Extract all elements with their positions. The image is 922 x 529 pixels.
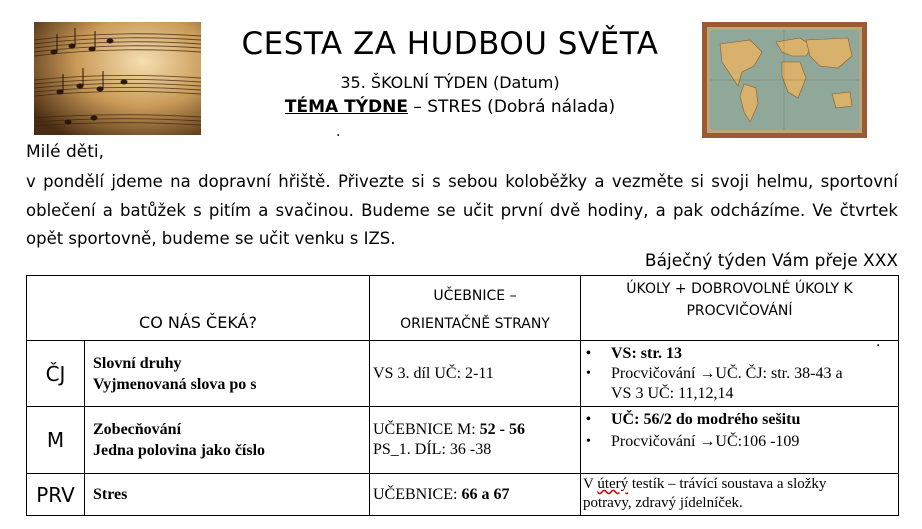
task-line: potravy, zdravý jídelníček.	[583, 495, 743, 511]
page-title: CESTA ZA HUDBOU SVĚTA	[241, 26, 659, 62]
header-what-label: CO NÁS ČEKÁ?	[139, 313, 257, 332]
topic-line: Jedna polovina jako číslo	[93, 442, 266, 459]
task-text: V	[583, 476, 598, 492]
topic-line: Vyjmenovaná slova po s	[93, 375, 257, 393]
week-subtitle: 35. ŠKOLNÍ TÝDEN (Datum)	[340, 73, 560, 92]
header-books-line2: ORIENTAČNĚ STRANY	[400, 316, 550, 332]
topic-line: Slovní druhy	[93, 354, 182, 372]
header-books-line1: UČEBNICE –	[433, 288, 517, 304]
task-item	[611, 364, 898, 404]
book-cell: VS 3. díl UČ: 2-11	[370, 341, 581, 407]
week-theme	[210, 97, 690, 117]
tasks-cell	[581, 341, 899, 407]
book-text: UČEBNICE:	[373, 485, 462, 503]
topic-cell	[85, 407, 370, 474]
task-line	[583, 475, 898, 494]
header-books	[370, 276, 581, 341]
topic-cell	[85, 341, 370, 407]
header-tasks-line1: ÚKOLY + DOBROVOLNÉ ÚKOLY K	[626, 281, 853, 297]
task-item: • UČ: 56/2 do modrého sešitu	[611, 409, 898, 431]
task-line: VS 3 UČ: 11,12,14	[611, 384, 734, 402]
subject-cell: PRV	[27, 474, 85, 516]
tasks-cell	[581, 407, 899, 474]
topic-cell: Stres	[85, 474, 370, 516]
book-cell	[370, 474, 581, 516]
table-row	[27, 341, 899, 407]
table-row	[27, 407, 899, 474]
header-what	[27, 276, 370, 341]
book-text: UČEBNICE M:	[373, 421, 480, 438]
task-item: • Procvičování →UČ:106 -109	[611, 431, 898, 453]
table-row	[27, 474, 899, 516]
task-item: • VS: str. 13	[611, 344, 898, 364]
header-tasks	[581, 276, 899, 341]
task-text: testík – trávící soustava a složky	[628, 476, 827, 492]
world-map-image	[702, 22, 867, 138]
subject-cell: ČJ	[27, 341, 85, 407]
theme-label: TÉMA TÝDNE	[284, 97, 408, 117]
theme-value: – STRES (Dobrá nálada)	[407, 97, 616, 117]
table-header-row	[27, 276, 899, 341]
book-pages: 52 - 56	[479, 421, 525, 438]
stray-dot: .	[336, 124, 341, 140]
weekly-plan-table	[26, 275, 899, 516]
book-pages: 66 a 67	[461, 485, 510, 503]
book-cell	[370, 407, 581, 474]
spellcheck-word: úterý	[597, 476, 629, 492]
header-tasks-line2: PROCVIČOVÁNÍ	[686, 303, 793, 319]
stray-dot: .	[876, 334, 881, 350]
letter-body: v pondělí jdeme na dopravní hřiště. Přivezte si s sebou koloběžky a vezměte si svoji helmu, sportovní oblečení a batůžek s pitím a svačinou. Budeme se učit první dvě hodiny, a pak odcházíme. Ve čtvrtek opět sportovně, budeme se učit venku s IZS.	[26, 172, 898, 248]
task-line: • Procvičování →UČ. ČJ: str. 38-43 a	[611, 364, 843, 382]
tasks-cell	[581, 474, 899, 516]
letter-greeting: Milé děti,	[26, 142, 105, 162]
letter-signature: Báječný týden Vám přeje XXX	[644, 251, 898, 271]
topic-line: Zobecňování	[93, 421, 182, 438]
sheet-music-image	[34, 22, 201, 135]
book-line: PS_1. DÍL: 36 -38	[373, 441, 492, 458]
subject-cell: M	[27, 407, 85, 474]
book-line	[373, 420, 580, 440]
